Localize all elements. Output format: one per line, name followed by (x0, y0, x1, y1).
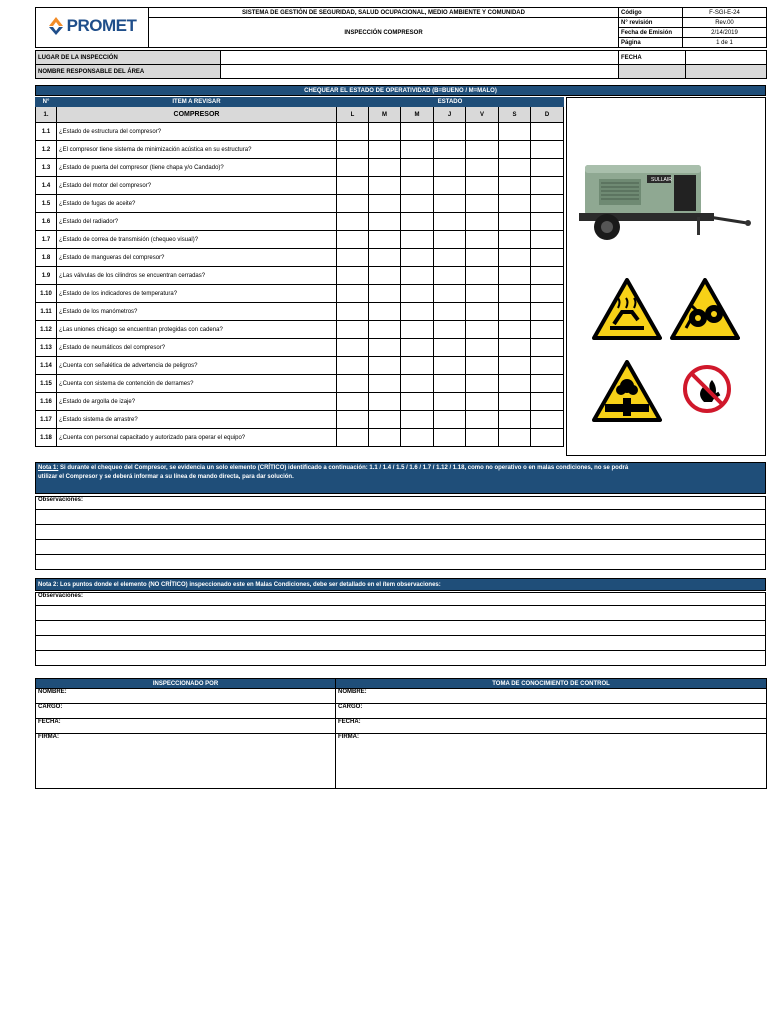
item-question: ¿Estado de puerta del compresor (tiene chapa y/o Candado)? (57, 159, 337, 177)
checklist-row (36, 267, 564, 285)
checklist-band-title: CHEQUEAR EL ESTADO DE OPERATIVIDAD (B=BUENO / M=MALO) (35, 85, 766, 96)
status-cell[interactable] (337, 321, 369, 339)
status-cell[interactable] (499, 141, 531, 159)
status-cell[interactable] (337, 195, 369, 213)
observations-1 (35, 496, 766, 570)
svg-text:SULLAIR: SULLAIR (651, 177, 672, 183)
date-field[interactable] (686, 51, 767, 65)
checklist-row (36, 357, 564, 375)
note-1 (35, 462, 766, 494)
item-number: 1.18 (36, 429, 57, 447)
status-cell[interactable] (434, 303, 466, 321)
status-cell[interactable] (531, 411, 564, 429)
status-cell[interactable] (369, 123, 401, 141)
status-cell[interactable] (531, 159, 564, 177)
checklist-row (36, 339, 564, 357)
day-header: V (466, 107, 499, 123)
item-number: 1.14 (36, 357, 57, 375)
revision-label: N° revisión (619, 18, 683, 28)
item-question: ¿Estado de los manómetros? (57, 303, 337, 321)
status-cell[interactable] (466, 303, 499, 321)
status-cell[interactable] (531, 321, 564, 339)
compressor-image (579, 153, 754, 243)
checklist-row (36, 249, 564, 267)
responsible-spacer (619, 65, 686, 79)
page-value: 1 de 1 (683, 38, 767, 48)
day-header: M (401, 107, 434, 123)
status-cell[interactable] (369, 213, 401, 231)
status-cell[interactable] (337, 267, 369, 285)
status-cell[interactable] (499, 357, 531, 375)
day-header: S (499, 107, 531, 123)
status-cell[interactable] (531, 177, 564, 195)
status-cell[interactable] (369, 375, 401, 393)
item-number: 1.10 (36, 285, 57, 303)
checklist-row (36, 213, 564, 231)
item-question: ¿Estado de argolla de izaje? (57, 393, 337, 411)
status-cell[interactable] (337, 303, 369, 321)
item-number: 1.8 (36, 249, 57, 267)
day-header: J (434, 107, 466, 123)
status-cell[interactable] (337, 339, 369, 357)
status-cell[interactable] (466, 429, 499, 447)
status-cell[interactable] (369, 177, 401, 195)
observations-1-line[interactable] (36, 510, 766, 525)
status-cell[interactable] (401, 375, 434, 393)
document-header (35, 7, 767, 48)
checklist-row (36, 231, 564, 249)
observations-2-line[interactable] (36, 621, 766, 636)
observations-2-line[interactable] (36, 606, 766, 621)
status-cell[interactable] (369, 393, 401, 411)
item-question: ¿Estado de neumáticos del compresor? (57, 339, 337, 357)
document-title: INSPECCIÓN COMPRESOR (149, 18, 619, 48)
status-cell[interactable] (499, 339, 531, 357)
status-cell[interactable] (499, 123, 531, 141)
item-number: 1.4 (36, 177, 57, 195)
status-cell[interactable] (466, 249, 499, 267)
item-number: 1.1 (36, 123, 57, 141)
code-value: F-SGI-E-24 (683, 8, 767, 18)
observations-2 (35, 592, 766, 666)
status-cell[interactable] (466, 285, 499, 303)
status-cell[interactable] (434, 141, 466, 159)
status-cell[interactable] (499, 285, 531, 303)
status-cell[interactable] (401, 321, 434, 339)
status-cell[interactable] (434, 393, 466, 411)
checklist-row (36, 141, 564, 159)
status-cell[interactable] (337, 141, 369, 159)
inspector-role-field[interactable]: CARGO: (36, 704, 336, 719)
observations-1-label: Observaciones: (36, 497, 766, 510)
status-cell[interactable] (499, 411, 531, 429)
status-cell[interactable] (401, 195, 434, 213)
item-number: 1.12 (36, 321, 57, 339)
note-1-text: Si durante el chequeo del Compresor, se evidencia un solo elemento (CRÍTICO) identificado a continuación: 1.1 / 1.4 / 1.5 / 1.6 / 1.7 / 1.12 / 1.18, como no operativo o en malas condiciones, no se podrá (58, 465, 629, 471)
status-cell[interactable] (337, 177, 369, 195)
status-cell[interactable] (337, 375, 369, 393)
status-cell[interactable] (466, 195, 499, 213)
observations-1-line[interactable] (36, 540, 766, 555)
status-cell[interactable] (466, 411, 499, 429)
company-name: PROMET (66, 16, 137, 35)
status-cell[interactable] (531, 141, 564, 159)
inspector-date-field[interactable]: FECHA: (36, 719, 336, 734)
note-1-label: Nota 1: (38, 465, 59, 471)
inspector-name-field[interactable]: NOMBRE: (36, 689, 336, 704)
status-cell[interactable] (531, 249, 564, 267)
status-cell[interactable] (466, 159, 499, 177)
col-item-header: ITEM A REVISAR (57, 98, 337, 107)
location-label: LUGAR DE LA INSPECCIÓN (36, 51, 221, 65)
note-1-text-2: utilizar el Compresor y se deberá informar a su línea de mando directa, para dar solución. (38, 474, 294, 480)
control-role-field[interactable]: CARGO: (336, 704, 767, 719)
status-cell[interactable] (499, 213, 531, 231)
col-estado-header: ESTADO (337, 98, 564, 107)
status-cell[interactable] (401, 177, 434, 195)
status-cell[interactable] (434, 177, 466, 195)
status-cell[interactable] (466, 375, 499, 393)
status-cell[interactable] (337, 249, 369, 267)
status-cell[interactable] (369, 267, 401, 285)
status-cell[interactable] (337, 123, 369, 141)
item-question: ¿Estado sistema de arrastre? (57, 411, 337, 429)
inspection-info (35, 50, 767, 79)
responsible-field[interactable] (221, 65, 619, 79)
note-2: Nota 2: Los puntos donde el elemento (NO CRÍTICO) inspeccionado este en Malas Condiciones, debe ser detallado en el ítem observaciones: (35, 578, 766, 591)
checklist-row (36, 429, 564, 447)
page-label: Página (619, 38, 683, 48)
checklist-table (35, 97, 564, 447)
status-cell[interactable] (369, 195, 401, 213)
status-cell[interactable] (401, 429, 434, 447)
status-cell[interactable] (337, 285, 369, 303)
observations-2-label: Observaciones: (36, 593, 766, 606)
checklist-row (36, 159, 564, 177)
item-question: ¿Cuenta con sistema de contención de derrames? (57, 375, 337, 393)
status-cell[interactable] (401, 123, 434, 141)
observations-2-line[interactable] (36, 636, 766, 651)
checklist-row (36, 123, 564, 141)
responsible-label: NOMBRE RESPONSABLE DEL ÁREA (36, 65, 221, 79)
status-cell[interactable] (369, 339, 401, 357)
status-cell[interactable] (369, 141, 401, 159)
status-cell[interactable] (434, 195, 466, 213)
status-cell[interactable] (531, 357, 564, 375)
status-cell[interactable] (499, 177, 531, 195)
checklist-row (36, 411, 564, 429)
control-name-field[interactable]: NOMBRE: (336, 689, 767, 704)
status-cell[interactable] (369, 285, 401, 303)
signature-table (35, 678, 767, 789)
item-question: ¿Las válvulas de los cilindros se encuentran cerradas? (57, 267, 337, 285)
status-cell[interactable] (434, 249, 466, 267)
item-number: 1.13 (36, 339, 57, 357)
emission-date-label: Fecha de Emisión (619, 28, 683, 38)
status-cell[interactable] (401, 285, 434, 303)
item-number: 1.16 (36, 393, 57, 411)
status-cell[interactable] (369, 429, 401, 447)
status-cell[interactable] (531, 375, 564, 393)
col-num-header: N° (36, 98, 57, 107)
status-cell[interactable] (401, 267, 434, 285)
status-cell[interactable] (434, 285, 466, 303)
item-question: ¿Estado del motor del compresor? (57, 177, 337, 195)
status-cell[interactable] (434, 267, 466, 285)
item-question: ¿Estado de los indicadores de temperatura? (57, 285, 337, 303)
status-cell[interactable] (499, 321, 531, 339)
item-number: 1.15 (36, 375, 57, 393)
status-cell[interactable] (434, 339, 466, 357)
hot-surface-warning-icon (592, 278, 662, 340)
item-question: ¿Estado de mangueras del compresor? (57, 249, 337, 267)
location-field[interactable] (221, 51, 619, 65)
promet-logo-icon (48, 16, 64, 36)
item-number: 1.11 (36, 303, 57, 321)
inspected-by-title: INSPECCIONADO POR (36, 679, 336, 689)
status-cell[interactable] (531, 285, 564, 303)
item-number: 1.9 (36, 267, 57, 285)
status-cell[interactable] (499, 429, 531, 447)
crushing-gears-warning-icon (670, 278, 740, 340)
status-cell[interactable] (337, 357, 369, 375)
item-number: 1.6 (36, 213, 57, 231)
status-cell[interactable] (369, 249, 401, 267)
status-cell[interactable] (337, 429, 369, 447)
date-label: FECHA (619, 51, 686, 65)
item-question: ¿Estado del radiador? (57, 213, 337, 231)
item-question: ¿Estado de correa de transmisión (chequeo visual)? (57, 231, 337, 249)
status-cell[interactable] (434, 375, 466, 393)
status-cell[interactable] (499, 267, 531, 285)
status-cell[interactable] (369, 159, 401, 177)
status-cell[interactable] (499, 195, 531, 213)
checklist-row (36, 393, 564, 411)
status-cell[interactable] (401, 303, 434, 321)
status-cell[interactable] (531, 213, 564, 231)
status-cell[interactable] (466, 357, 499, 375)
responsible-spacer-2 (686, 65, 767, 79)
status-cell[interactable] (401, 159, 434, 177)
checklist-row (36, 285, 564, 303)
image-panel (566, 97, 766, 456)
status-cell[interactable] (466, 177, 499, 195)
day-header: D (531, 107, 564, 123)
status-cell[interactable] (466, 267, 499, 285)
status-cell[interactable] (531, 393, 564, 411)
status-cell[interactable] (499, 375, 531, 393)
status-cell[interactable] (434, 231, 466, 249)
day-header: M (369, 107, 401, 123)
control-date-field[interactable]: FECHA: (336, 719, 767, 734)
item-question: ¿Cuenta con personal capacitado y autorizado para operar el equipo? (57, 429, 337, 447)
status-cell[interactable] (337, 393, 369, 411)
logo-cell (36, 8, 149, 48)
status-cell[interactable] (434, 411, 466, 429)
status-cell[interactable] (401, 339, 434, 357)
item-number: 1.17 (36, 411, 57, 429)
item-question: ¿Las uniones chicago se encuentran protegidas con cadena? (57, 321, 337, 339)
no-open-flame-icon (682, 364, 732, 414)
control-signature-field[interactable]: FIRMA: (336, 734, 767, 789)
acknowledgement-title: TOMA DE CONOCIMIENTO DE CONTROL (336, 679, 767, 689)
status-cell[interactable] (434, 123, 466, 141)
status-cell[interactable] (401, 141, 434, 159)
code-label: Código (619, 8, 683, 18)
system-title: SISTEMA DE GESTIÓN DE SEGURIDAD, SALUD OCUPACIONAL, MEDIO AMBIENTE Y COMUNIDAD (149, 8, 619, 18)
day-header: L (337, 107, 369, 123)
company-logo (48, 16, 137, 36)
status-cell[interactable] (531, 231, 564, 249)
status-cell[interactable] (401, 213, 434, 231)
status-cell[interactable] (466, 123, 499, 141)
status-cell[interactable] (401, 411, 434, 429)
checklist-row (36, 177, 564, 195)
status-cell[interactable] (466, 393, 499, 411)
status-cell[interactable] (531, 195, 564, 213)
status-cell[interactable] (531, 429, 564, 447)
status-cell[interactable] (499, 231, 531, 249)
status-cell[interactable] (337, 213, 369, 231)
section-title: COMPRESOR (57, 107, 337, 123)
status-cell[interactable] (531, 339, 564, 357)
status-cell[interactable] (369, 411, 401, 429)
status-cell[interactable] (531, 303, 564, 321)
status-cell[interactable] (499, 249, 531, 267)
item-question: ¿El compresor tiene sistema de minimización acústica en su estructura? (57, 141, 337, 159)
pressure-burst-warning-icon (592, 360, 662, 422)
status-cell[interactable] (466, 141, 499, 159)
item-number: 1.2 (36, 141, 57, 159)
checklist-row (36, 321, 564, 339)
status-cell[interactable] (337, 159, 369, 177)
revision-value: Rev.00 (683, 18, 767, 28)
status-cell[interactable] (337, 231, 369, 249)
status-cell[interactable] (531, 267, 564, 285)
status-cell[interactable] (369, 321, 401, 339)
status-cell[interactable] (466, 231, 499, 249)
checklist-row (36, 195, 564, 213)
status-cell[interactable] (434, 357, 466, 375)
status-cell[interactable] (466, 213, 499, 231)
emission-date-value: 2/14/2019 (683, 28, 767, 38)
item-question: ¿Estado de fugas de aceite? (57, 195, 337, 213)
status-cell[interactable] (499, 303, 531, 321)
status-cell[interactable] (531, 123, 564, 141)
status-cell[interactable] (434, 321, 466, 339)
status-cell[interactable] (337, 411, 369, 429)
status-cell[interactable] (434, 429, 466, 447)
inspector-signature-field[interactable]: FIRMA: (36, 734, 336, 789)
observations-2-line[interactable] (36, 651, 766, 666)
status-cell[interactable] (466, 321, 499, 339)
item-question: ¿Cuenta con señalética de advertencia de peligros? (57, 357, 337, 375)
observations-1-line[interactable] (36, 555, 766, 570)
checklist-row (36, 375, 564, 393)
section-num: 1. (36, 107, 57, 123)
item-number: 1.5 (36, 195, 57, 213)
status-cell[interactable] (369, 231, 401, 249)
status-cell[interactable] (434, 159, 466, 177)
status-cell[interactable] (499, 159, 531, 177)
status-cell[interactable] (434, 213, 466, 231)
item-number: 1.7 (36, 231, 57, 249)
status-cell[interactable] (401, 231, 434, 249)
status-cell[interactable] (401, 357, 434, 375)
observations-1-line[interactable] (36, 525, 766, 540)
item-number: 1.3 (36, 159, 57, 177)
checklist-row (36, 303, 564, 321)
status-cell[interactable] (466, 339, 499, 357)
status-cell[interactable] (499, 393, 531, 411)
item-question: ¿Estado de estructura del compresor? (57, 123, 337, 141)
status-cell[interactable] (401, 393, 434, 411)
status-cell[interactable] (369, 303, 401, 321)
status-cell[interactable] (401, 249, 434, 267)
status-cell[interactable] (369, 357, 401, 375)
